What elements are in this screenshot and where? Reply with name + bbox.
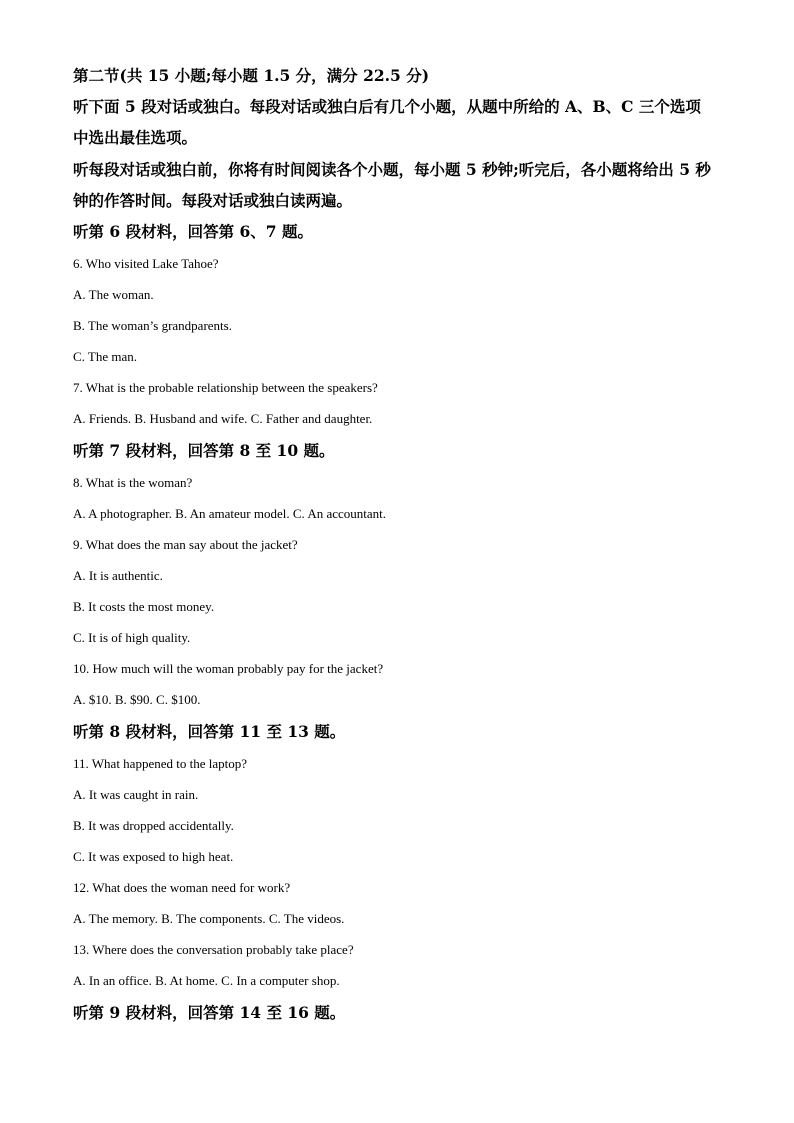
answer-option: C. The man. — [73, 349, 138, 364]
question-text: 13. Where does the conversation probably take place? — [73, 942, 354, 957]
section-heading: 第二节(共 15 小题;每小题 1.5 分，满分 22.5 分) — [73, 66, 430, 85]
passage-title: 听第 7 段材料，回答第 8 至 10 题。 — [73, 441, 335, 460]
answer-option: C. It is of high quality. — [73, 630, 191, 645]
answer-option: A. It is authentic. — [73, 568, 163, 583]
answer-option: C. It was exposed to high heat. — [73, 849, 234, 864]
passage-title: 听第 6 段材料，回答第 6、7 题。 — [73, 222, 313, 241]
instruction-text: 钟的作答时间。每段对话或独白读两遍。 — [73, 191, 353, 210]
question-text: 6. Who visited Lake Tahoe? — [73, 256, 219, 271]
passage-title: 听第 8 段材料，回答第 11 至 13 题。 — [73, 722, 346, 741]
question-text: 12. What does the woman need for work? — [73, 880, 291, 895]
answer-option: B. The woman’s grandparents. — [73, 318, 232, 333]
instruction-text: 听每段对话或独白前，你将有时间阅读各个小题，每小题 5 秒钟;听完后，各小题将给出 5 秒 — [73, 160, 711, 179]
question-text: 9. What does the man say about the jacket? — [73, 537, 298, 552]
instruction-text: 中选出最佳选项。 — [73, 128, 198, 147]
passage-title: 听第 9 段材料，回答第 14 至 16 题。 — [73, 1003, 346, 1022]
question-text: 7. What is the probable relationship between the speakers? — [73, 380, 378, 395]
answer-options: A. The memory. B. The components. C. The videos. — [73, 911, 345, 926]
answer-option: B. It costs the most money. — [73, 599, 215, 614]
answer-options: A. Friends. B. Husband and wife. C. Father and daughter. — [73, 411, 373, 426]
answer-option: B. It was dropped accidentally. — [73, 818, 234, 833]
answer-option: A. The woman. — [73, 287, 154, 302]
instruction-text: 听下面 5 段对话或独白。每段对话或独白后有几个小题，从题中所给的 A、B、C 三个选项 — [73, 97, 701, 116]
answer-options: A. In an office. B. At home. C. In a computer shop. — [73, 973, 340, 988]
question-text: 8. What is the woman? — [73, 475, 193, 490]
answer-options: A. $10. B. $90. C. $100. — [73, 692, 201, 707]
question-text: 10. How much will the woman probably pay for the jacket? — [73, 661, 384, 676]
question-text: 11. What happened to the laptop? — [73, 756, 248, 771]
answer-options: A. A photographer. B. An amateur model. C. An accountant. — [73, 506, 387, 521]
answer-option: A. It was caught in rain. — [73, 787, 199, 802]
